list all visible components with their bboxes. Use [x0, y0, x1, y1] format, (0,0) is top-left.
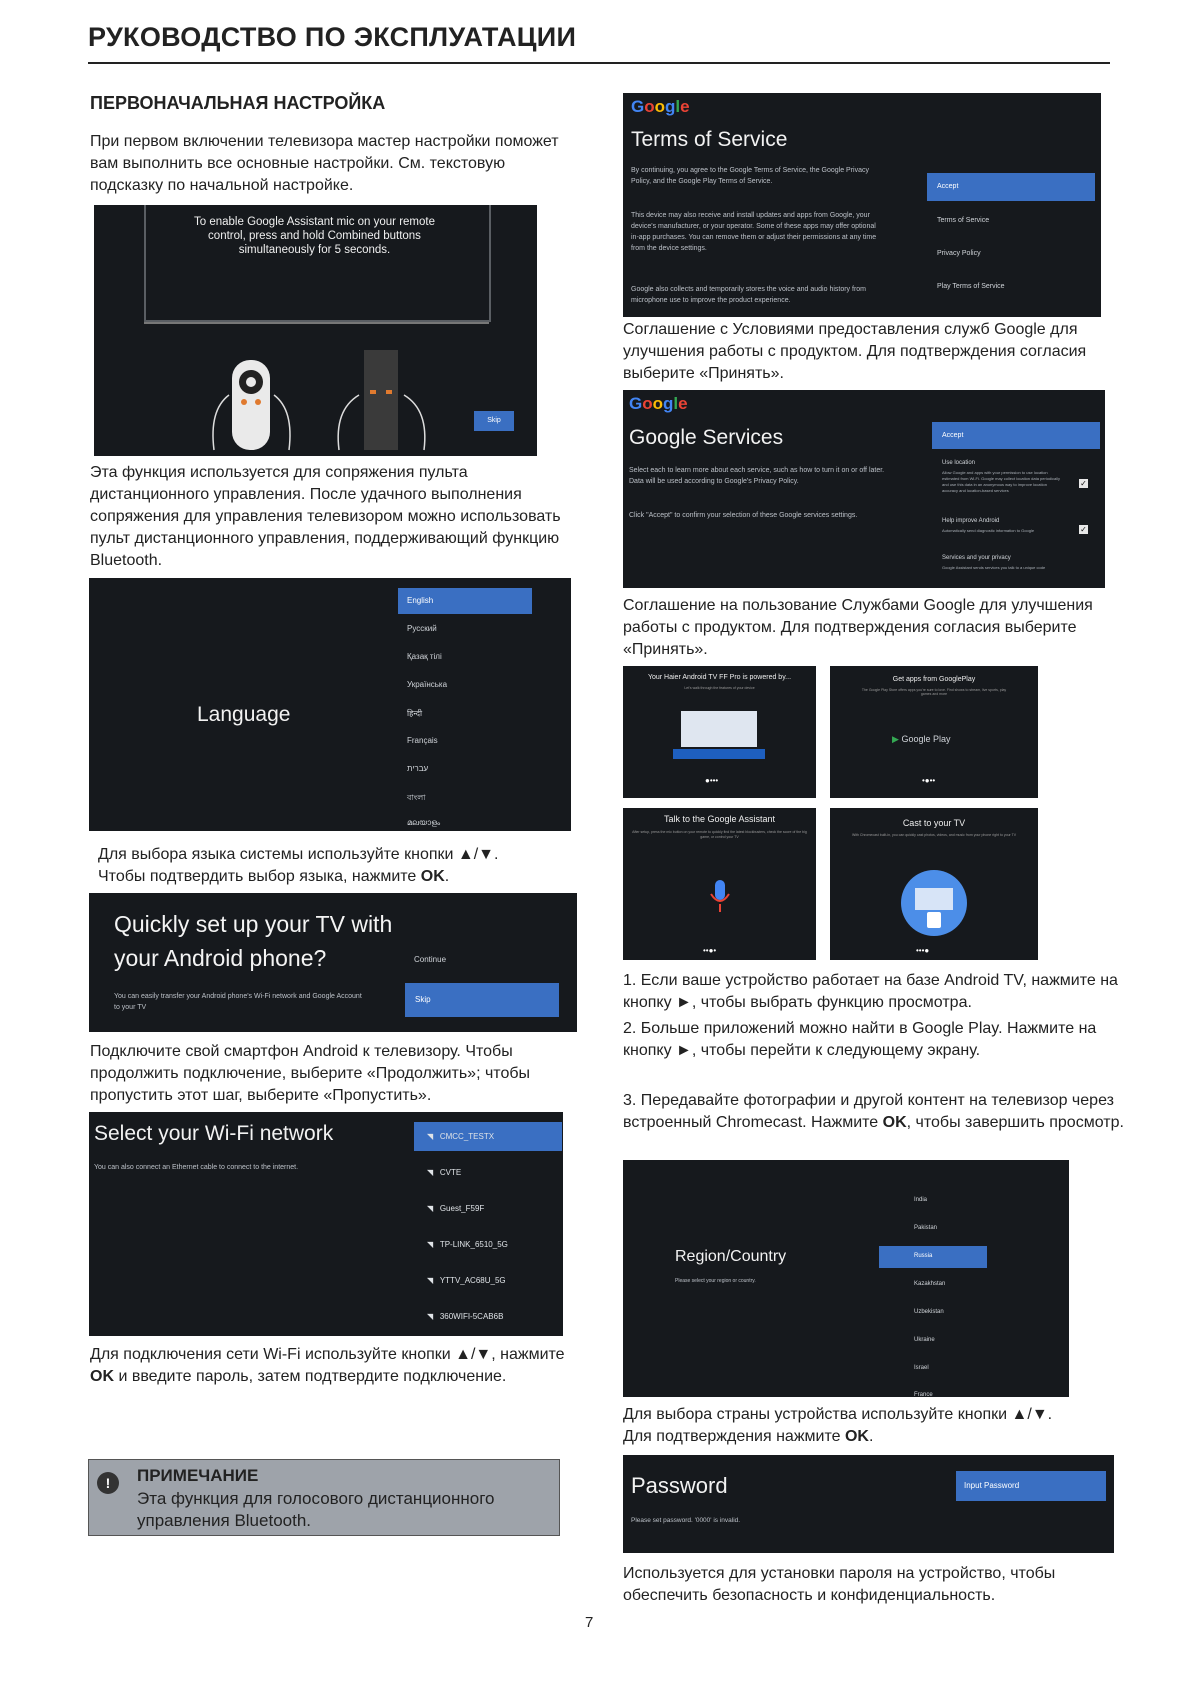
wifi-network-item[interactable]: ◥ Guest_F59F [427, 1204, 485, 1213]
tos-caption: Соглашение с Условиями предоставления служб Google для улучшения работы с продуктом. Для подтверждения согласия выберите «Принять». [623, 321, 1087, 382]
tos-link[interactable]: Terms of Service [937, 217, 990, 224]
language-caption [98, 844, 578, 888]
tos-title: Terms of Service [631, 128, 788, 151]
language-item[interactable]: বাংলা [407, 793, 426, 802]
wifi-network-item[interactable]: ◥ CMCC_TESTX [427, 1132, 495, 1141]
wifi-title: Select your Wi-Fi network [94, 1122, 334, 1145]
remote-caption: Эта функция используется для сопряжения пульта дистанционного управления. После удачного выполнения сопряжения для управления телевизором можно использовать пульт дистанционного управления, поддерживающий функцию Bluetooth. [90, 464, 561, 569]
google-play-logo: ▶ Google Play [892, 734, 951, 744]
wifi-network-item[interactable]: ◥ TP-LINK_6510_5G [427, 1240, 508, 1249]
remote-message: To enable Google Assistant mic on your remote control, press and hold Combined buttons simultaneously for 5 seconds. [194, 216, 435, 256]
skip-option[interactable]: Skip [405, 983, 559, 1017]
page-number: 7 [585, 1614, 594, 1631]
wifi-screen [89, 1112, 563, 1336]
region-item[interactable]: Pakistan [914, 1225, 938, 1231]
android-desc: You can easily transfer your Android phone's Wi-Fi network and Google Account to your TV [114, 993, 362, 1011]
tos-screen [623, 93, 1101, 317]
tile-sub: With Chromecast built-in, you can quickly cast photos, videos, and music from your phone right to your TV [851, 833, 1017, 837]
language-item[interactable]: Français [407, 736, 438, 745]
language-title: Language [197, 703, 291, 726]
google-services-screen [623, 390, 1105, 588]
password-desc: Please set password. '0000' is invalid. [631, 1517, 741, 1524]
help-improve-checkbox[interactable]: ✓ [1080, 525, 1087, 534]
help-improve-label: Help improve Android [942, 518, 1000, 524]
onboarding-tile-android [623, 666, 816, 798]
accept-button[interactable]: Accept [932, 422, 1100, 449]
password-screen [623, 1455, 1114, 1553]
title-divider [88, 62, 1110, 64]
language-screen [89, 578, 571, 831]
language-item[interactable]: עברית [407, 764, 429, 773]
language-item[interactable]: മലയാളം [407, 818, 441, 827]
region-caption [623, 1404, 1123, 1448]
microphone-icon [708, 878, 732, 918]
tile-title: Talk to the Google Assistant [663, 814, 776, 824]
region-caption-line2: Для подтверждения нажмите OK. [623, 1428, 874, 1445]
step-2: 2. Больше приложений можно найти в Google Play. Нажмите на кнопку ►, чтобы перейти к следующему экрану. [623, 1020, 1097, 1059]
continue-option[interactable]: Continue [414, 955, 447, 964]
page-title: РУКОВОДСТВО ПО ЭКСПЛУАТАЦИИ [88, 22, 577, 52]
tile-title: Cast to your TV [902, 818, 966, 828]
tv-stand [144, 322, 489, 324]
wifi-icon: ◥ [427, 1204, 434, 1213]
region-screen [623, 1160, 1069, 1397]
tile-title: Get apps from GooglePlay [892, 676, 976, 683]
wifi-network-item[interactable]: ◥ CVTE [427, 1168, 462, 1177]
accept-button[interactable]: Accept [927, 173, 1095, 201]
note-text: Эта функция для голосового дистанционного управления Bluetooth. [137, 1489, 495, 1530]
onboarding-tile-play [830, 666, 1038, 798]
pager-dots: •••● [916, 946, 930, 955]
tile-title: Your Haier Android TV FF Pro is powered by... [647, 674, 792, 681]
step-1: 1. Если ваше устройство работает на базе Android TV, нажмите на кнопку ►, чтобы выбрать функцию просмотра. [623, 972, 1118, 1011]
privacy-desc: Google Assistant sends services you talk to a unique code [942, 565, 1046, 570]
password-title: Password [631, 1473, 728, 1498]
language-caption-line2: Чтобы подтвердить выбор языка, нажмите OK. [98, 868, 450, 885]
services-title: Google Services [629, 426, 784, 449]
exclamation-icon: ! [97, 1472, 119, 1494]
privacy-link[interactable]: Privacy Policy [937, 250, 981, 257]
android-setup-screen [89, 893, 577, 1032]
region-caption-line1: Для выбора страны устройства используйте кнопки ▲/▼. [623, 1406, 1053, 1423]
language-item[interactable]: Қазақ тілі [407, 652, 442, 661]
wifi-caption: Для подключения сети Wi-Fi используйте кнопки ▲/▼, нажмите OK и введите пароль, затем подтвердите подключение. [90, 1346, 565, 1385]
use-location-desc: Allow Google and apps with your permission to use location estimated from Wi-Fi. Google may collect location data periodically and use this data in an anonymous way to improve location accuracy and location-based services [942, 470, 1061, 493]
skip-button[interactable]: Skip [474, 411, 514, 431]
password-caption: Используется для установки пароля на устройство, чтобы обеспечить безопасность и конфиденциальность. [623, 1565, 1056, 1604]
note-box [88, 1459, 560, 1536]
region-item[interactable]: Russia [914, 1253, 933, 1259]
language-item[interactable]: English [407, 596, 434, 605]
language-caption-line1: Для выбора языка системы используйте кнопки ▲/▼. [98, 846, 499, 863]
wifi-icon: ◥ [427, 1276, 434, 1285]
privacy-label[interactable]: Services and your privacy [942, 555, 1011, 561]
wifi-network-item[interactable]: ◥ 360WIFI-5CAB6B [427, 1312, 504, 1321]
android-caption: Подключите свой смартфон Android к телевизору. Чтобы продолжить подключение, выберите «Продолжить»; чтобы пропустить этот шаг, выберите «Пропустить». [90, 1043, 530, 1104]
hands-remote-illustration [204, 340, 434, 455]
help-improve-desc: Automatically send diagnostic information to Google [942, 528, 1035, 533]
use-location-label: Use location [942, 460, 976, 466]
tos-paragraph: Google also collects and temporarily stores the voice and audio history from microphone use to improve the product experience. [631, 286, 867, 304]
input-password-button[interactable]: Input Password [956, 1471, 1106, 1501]
onboarding-tile-assistant [623, 808, 816, 960]
region-item[interactable]: Uzbekistan [914, 1309, 944, 1315]
region-item[interactable]: France [914, 1392, 933, 1397]
google-logo: Google [631, 97, 690, 116]
play-terms-link[interactable]: Play Terms of Service [937, 283, 1005, 290]
language-item[interactable]: Русский [407, 624, 437, 633]
services-paragraph: Click "Accept" to confirm your selection of these Google services settings. [629, 512, 858, 519]
play-icon: ▶ [892, 734, 899, 744]
pager-dots: •●•• [922, 776, 936, 785]
wifi-icon: ◥ [427, 1168, 434, 1177]
region-item[interactable]: Ukraine [914, 1337, 935, 1343]
tos-paragraph: By continuing, you agree to the Google Terms of Service, the Google Privacy Policy, and the Google Play Terms of Service. [631, 167, 869, 185]
region-highlight [879, 1246, 987, 1268]
region-item[interactable]: Kazakhstan [914, 1281, 946, 1287]
region-desc: Please select your region or country. [675, 1278, 756, 1284]
intro-text: При первом включении телевизора мастер настройки поможет вам выполнить все основные настройки. См. текстовую подсказку по начальной настройке. [90, 133, 559, 194]
wifi-network-item[interactable]: ◥ YTTV_AC68U_5G [427, 1276, 506, 1285]
note-heading: ПРИМЕЧАНИЕ [137, 1466, 259, 1485]
wifi-icon: ◥ [427, 1312, 434, 1321]
pager-dots: ••●• [703, 946, 717, 955]
language-item[interactable]: Українська [407, 680, 448, 689]
pager-dots: ●••• [705, 776, 719, 785]
tile-sub: After setup, press the mic button on your remote to quickly find the latest blockbusters, check the score of the big game, or control your TV [632, 830, 807, 839]
use-location-checkbox[interactable]: ✓ [1080, 479, 1087, 488]
services-paragraph: Select each to learn more about each service, such as how to turn it on or off later. Data will be used according to Google's Privacy Policy. [629, 467, 885, 485]
android-title-line2: your Android phone? [114, 945, 327, 971]
remote-pairing-screen [94, 205, 537, 456]
wifi-desc: You can also connect an Ethernet cable to connect to the internet. [94, 1164, 299, 1171]
android-title-line1: Quickly set up your TV with [114, 911, 393, 937]
language-item[interactable]: हिन्दी [407, 709, 423, 718]
region-title: Region/Country [675, 1248, 787, 1265]
wifi-icon: ◥ [427, 1132, 434, 1141]
tv-illustration [673, 711, 765, 761]
wifi-icon: ◥ [427, 1240, 434, 1249]
tile-sub: The Google Play Store offers apps you're sure to love. Find shows to stream, live sports, play games and more [861, 688, 1007, 696]
region-item[interactable]: Israel [914, 1365, 929, 1371]
google-logo: Google [629, 394, 688, 413]
region-item[interactable]: India [914, 1197, 928, 1203]
cast-illustration [897, 868, 971, 938]
step-3: 3. Передавайте фотографии и другой контент на телевизор через встроенный Chromecast. Нажмите OK, чтобы завершить просмотр. [623, 1092, 1124, 1131]
tile-sub: Let's walk through the features of your device [684, 686, 755, 690]
tos-paragraph: This device may also receive and install updates and apps from Google, your device's manufacturer, or your operator. Some of these apps may offer optional in-app purchases. You can remove them or adjust their permissions at any time from the device settings. [631, 212, 877, 252]
onboarding-tile-cast [830, 808, 1038, 960]
section-title: ПЕРВОНАЧАЛЬНАЯ НАСТРОЙКА [90, 93, 386, 113]
services-caption: Соглашение на пользование Службами Google для улучшения работы с продуктом. Для подтверждения согласия выберите «Принять». [623, 597, 1093, 658]
